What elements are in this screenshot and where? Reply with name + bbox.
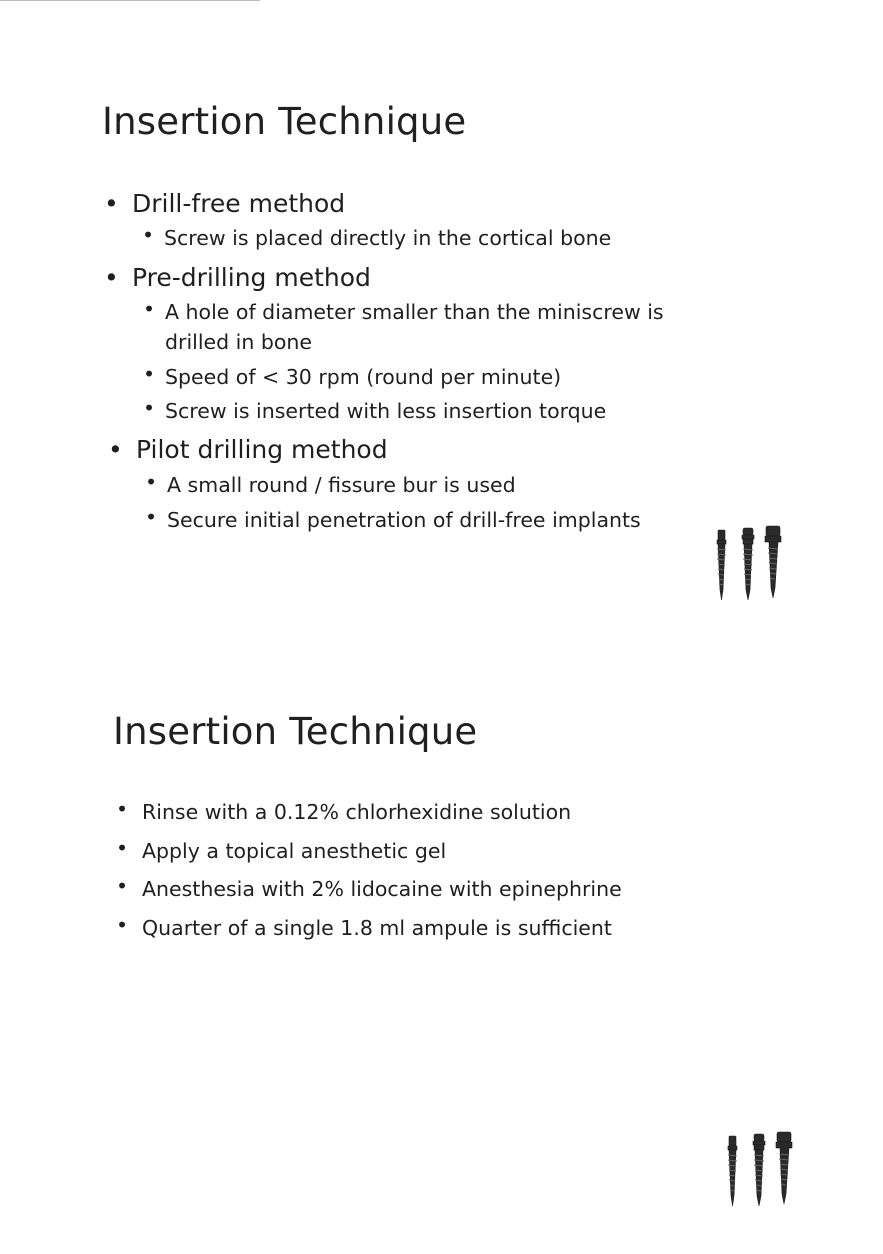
slide-2-title: Insertion Technique — [113, 710, 478, 753]
list-item-text: Quarter of a single 1.8 ml ampule is sufficient — [142, 916, 612, 940]
slide-1-title: Insertion Technique — [102, 100, 467, 143]
list-item-text: Rinse with a 0.12% chlorhexidine solution — [142, 800, 572, 824]
bullet-icon: • — [145, 470, 158, 494]
list-item-line-2: drilled in bone — [165, 330, 313, 354]
list-item-text: Secure initial penetration of drill-free implants — [167, 508, 641, 532]
list-item-text: Anesthesia with 2% lidocaine with epinephrine — [142, 877, 622, 901]
bullet-icon: • — [104, 189, 119, 218]
list-item-line-1: A hole of diameter smaller than the miniscrew is — [165, 300, 664, 324]
slide-2 — [0, 640, 883, 1254]
list-item-text: A small round / fissure bur is used — [167, 473, 516, 497]
list-item-text — [165, 297, 664, 357]
bullet-icon: • — [142, 223, 155, 247]
miniscrews-icon — [712, 522, 792, 604]
bullet-icon: • — [116, 836, 129, 860]
bullet-icon: • — [104, 263, 119, 292]
bullet-icon: • — [116, 913, 129, 937]
list-item-text: Speed of < 30 rpm (round per minute) — [165, 365, 562, 389]
bullet-icon: • — [143, 396, 156, 420]
bullet-icon: • — [145, 505, 158, 529]
list-item-text: Screw is inserted with less insertion torque — [165, 399, 607, 423]
bullet-icon: • — [116, 874, 129, 898]
list-item-text: Screw is placed directly in the cortical bone — [164, 226, 612, 250]
miniscrews-icon — [722, 1128, 804, 1210]
list-item-text: Pre-drilling method — [132, 263, 371, 292]
list-item-text: Pilot drilling method — [136, 435, 388, 464]
bullet-icon: • — [108, 435, 123, 464]
bullet-icon: • — [143, 297, 156, 321]
list-item-text: Apply a topical anesthetic gel — [142, 839, 447, 863]
bullet-icon: • — [143, 362, 156, 386]
bullet-icon: • — [116, 797, 129, 821]
list-item-text: Drill-free method — [132, 189, 346, 218]
